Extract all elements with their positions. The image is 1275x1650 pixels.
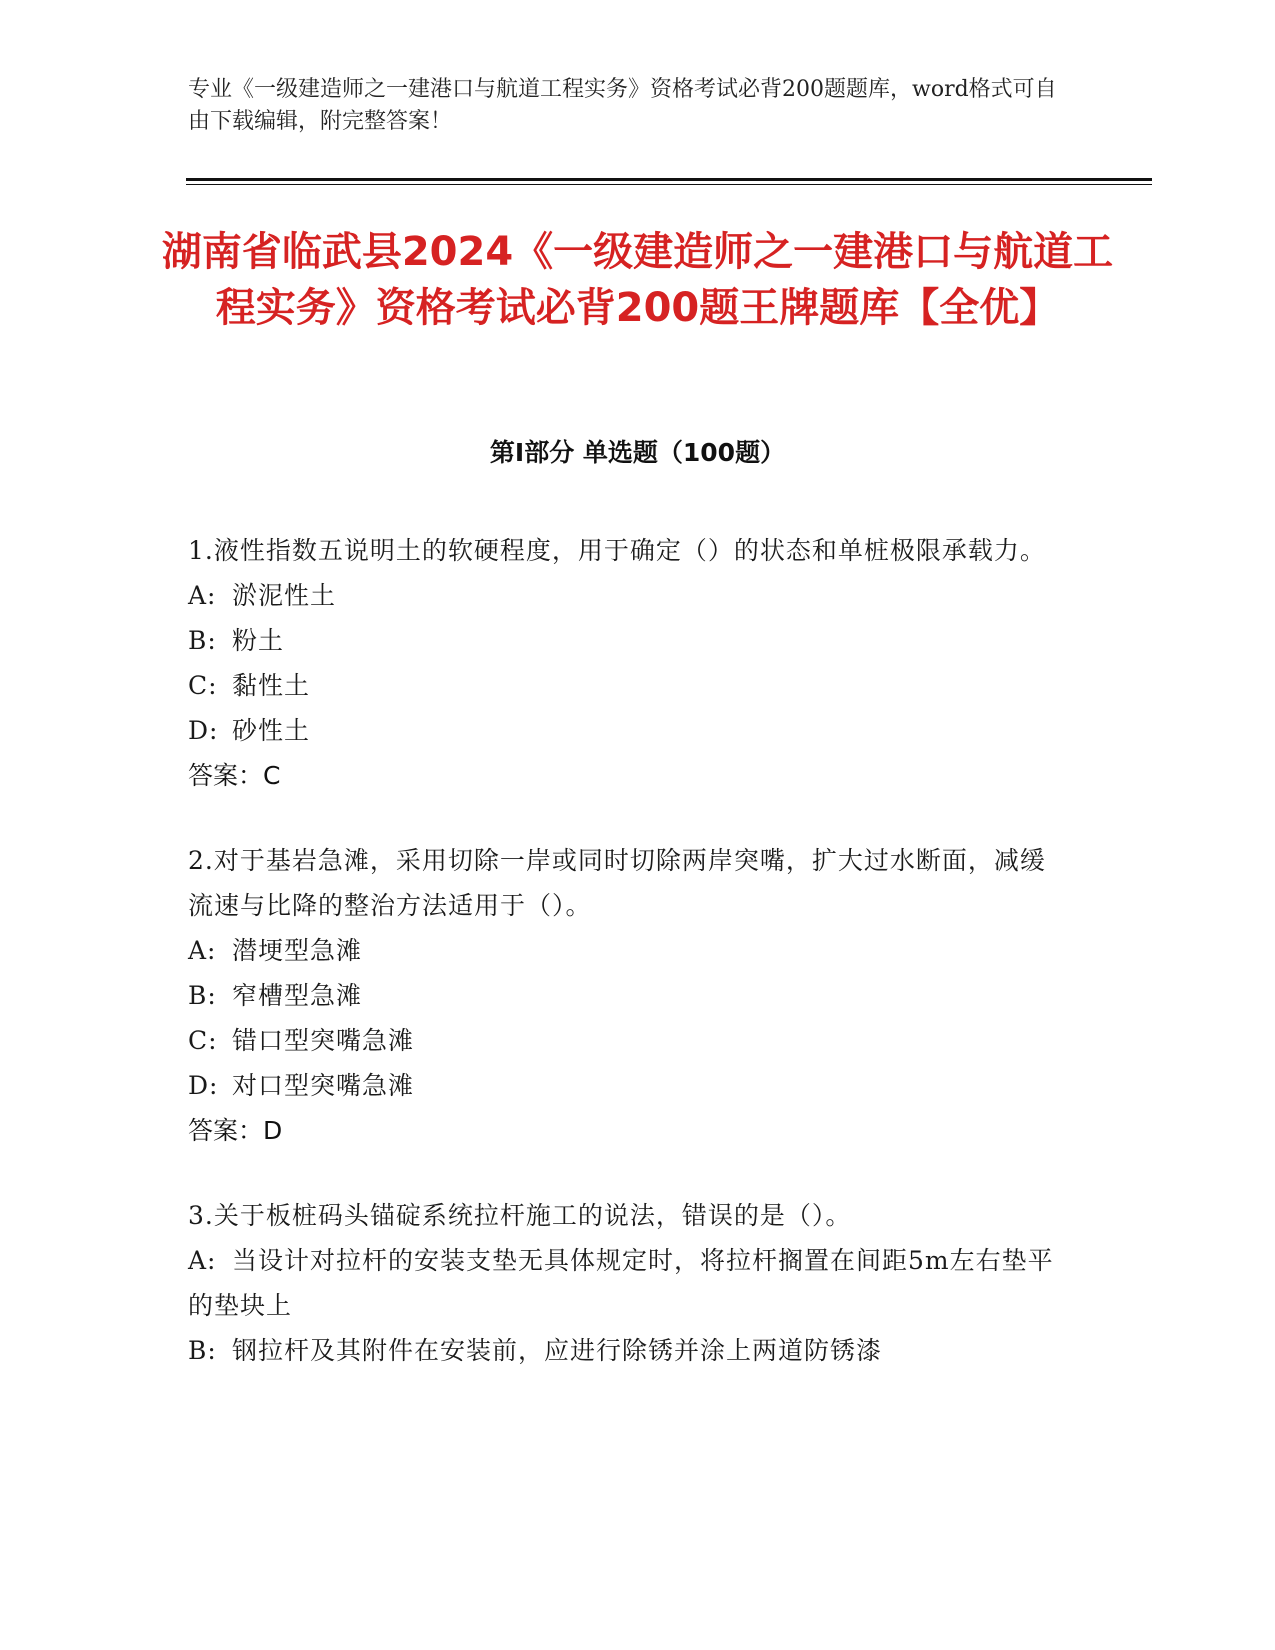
option-text: 淤泥性土 xyxy=(232,581,337,610)
header-rule-thick xyxy=(186,178,1152,181)
option-key: C: xyxy=(188,671,218,700)
section-title: 第Ⅰ部分 单选题（100题） xyxy=(489,438,786,467)
answer: 答案：D xyxy=(188,1116,283,1145)
option-key: A: xyxy=(188,581,217,610)
question-1 xyxy=(188,528,1068,798)
option-b xyxy=(188,618,1068,663)
question-3 xyxy=(188,1193,1068,1373)
option-text: 错口型突嘴急滩 xyxy=(232,1026,415,1055)
question-2 xyxy=(188,838,1068,1153)
option-b xyxy=(188,973,1068,1018)
option-text: 对口型突嘴急滩 xyxy=(232,1071,415,1100)
answer: 答案：C xyxy=(188,761,281,790)
option-key: B: xyxy=(188,626,217,655)
document-title: 湖南省临武县2024《一级建造师之一建港口与航道工程实务》资格考试必背200题王牌题库【全优】 xyxy=(161,229,1114,331)
header-rule-thin xyxy=(186,184,1152,185)
option-a xyxy=(188,1238,1068,1328)
option-key: B: xyxy=(188,1336,217,1365)
question-stem: 2.对于基岩急滩，采用切除一岸或同时切除两岸突嘴，扩大过水断面，减缓流速与比降的整治方法适用于（）。 xyxy=(188,846,1046,920)
question-list xyxy=(188,528,1068,1413)
option-a xyxy=(188,928,1068,973)
option-d xyxy=(188,1063,1068,1108)
option-key: D: xyxy=(188,716,219,745)
header-note: 专业《一级建造师之一建港口与航道工程实务》资格考试必背200题题库，word格式可自由下载编辑，附完整答案！ xyxy=(188,77,1057,134)
option-text: 黏性土 xyxy=(232,671,311,700)
option-c xyxy=(188,1018,1068,1063)
option-a xyxy=(188,573,1068,618)
option-text: 当设计对拉杆的安装支垫无具体规定时，将拉杆搁置在间距5m左右垫平的垫块上 xyxy=(188,1246,1054,1320)
option-text: 窄槽型急滩 xyxy=(232,981,363,1010)
option-key: A: xyxy=(188,936,217,965)
option-text: 钢拉杆及其附件在安装前，应进行除锈并涂上两道防锈漆 xyxy=(232,1336,883,1365)
option-text: 砂性土 xyxy=(232,716,311,745)
question-stem: 3.关于板桩码头锚碇系统拉杆施工的说法，错误的是（）。 xyxy=(188,1201,852,1230)
option-text: 潜埂型急滩 xyxy=(232,936,363,965)
option-key: C: xyxy=(188,1026,218,1055)
option-key: B: xyxy=(188,981,217,1010)
option-key: D: xyxy=(188,1071,219,1100)
option-c xyxy=(188,663,1068,708)
question-stem: 1.液性指数五说明土的软硬程度，用于确定（）的状态和单桩极限承载力。 xyxy=(188,536,1046,565)
option-b xyxy=(188,1328,1068,1373)
option-key: A: xyxy=(188,1246,217,1275)
option-text: 粉土 xyxy=(232,626,285,655)
option-d xyxy=(188,708,1068,753)
